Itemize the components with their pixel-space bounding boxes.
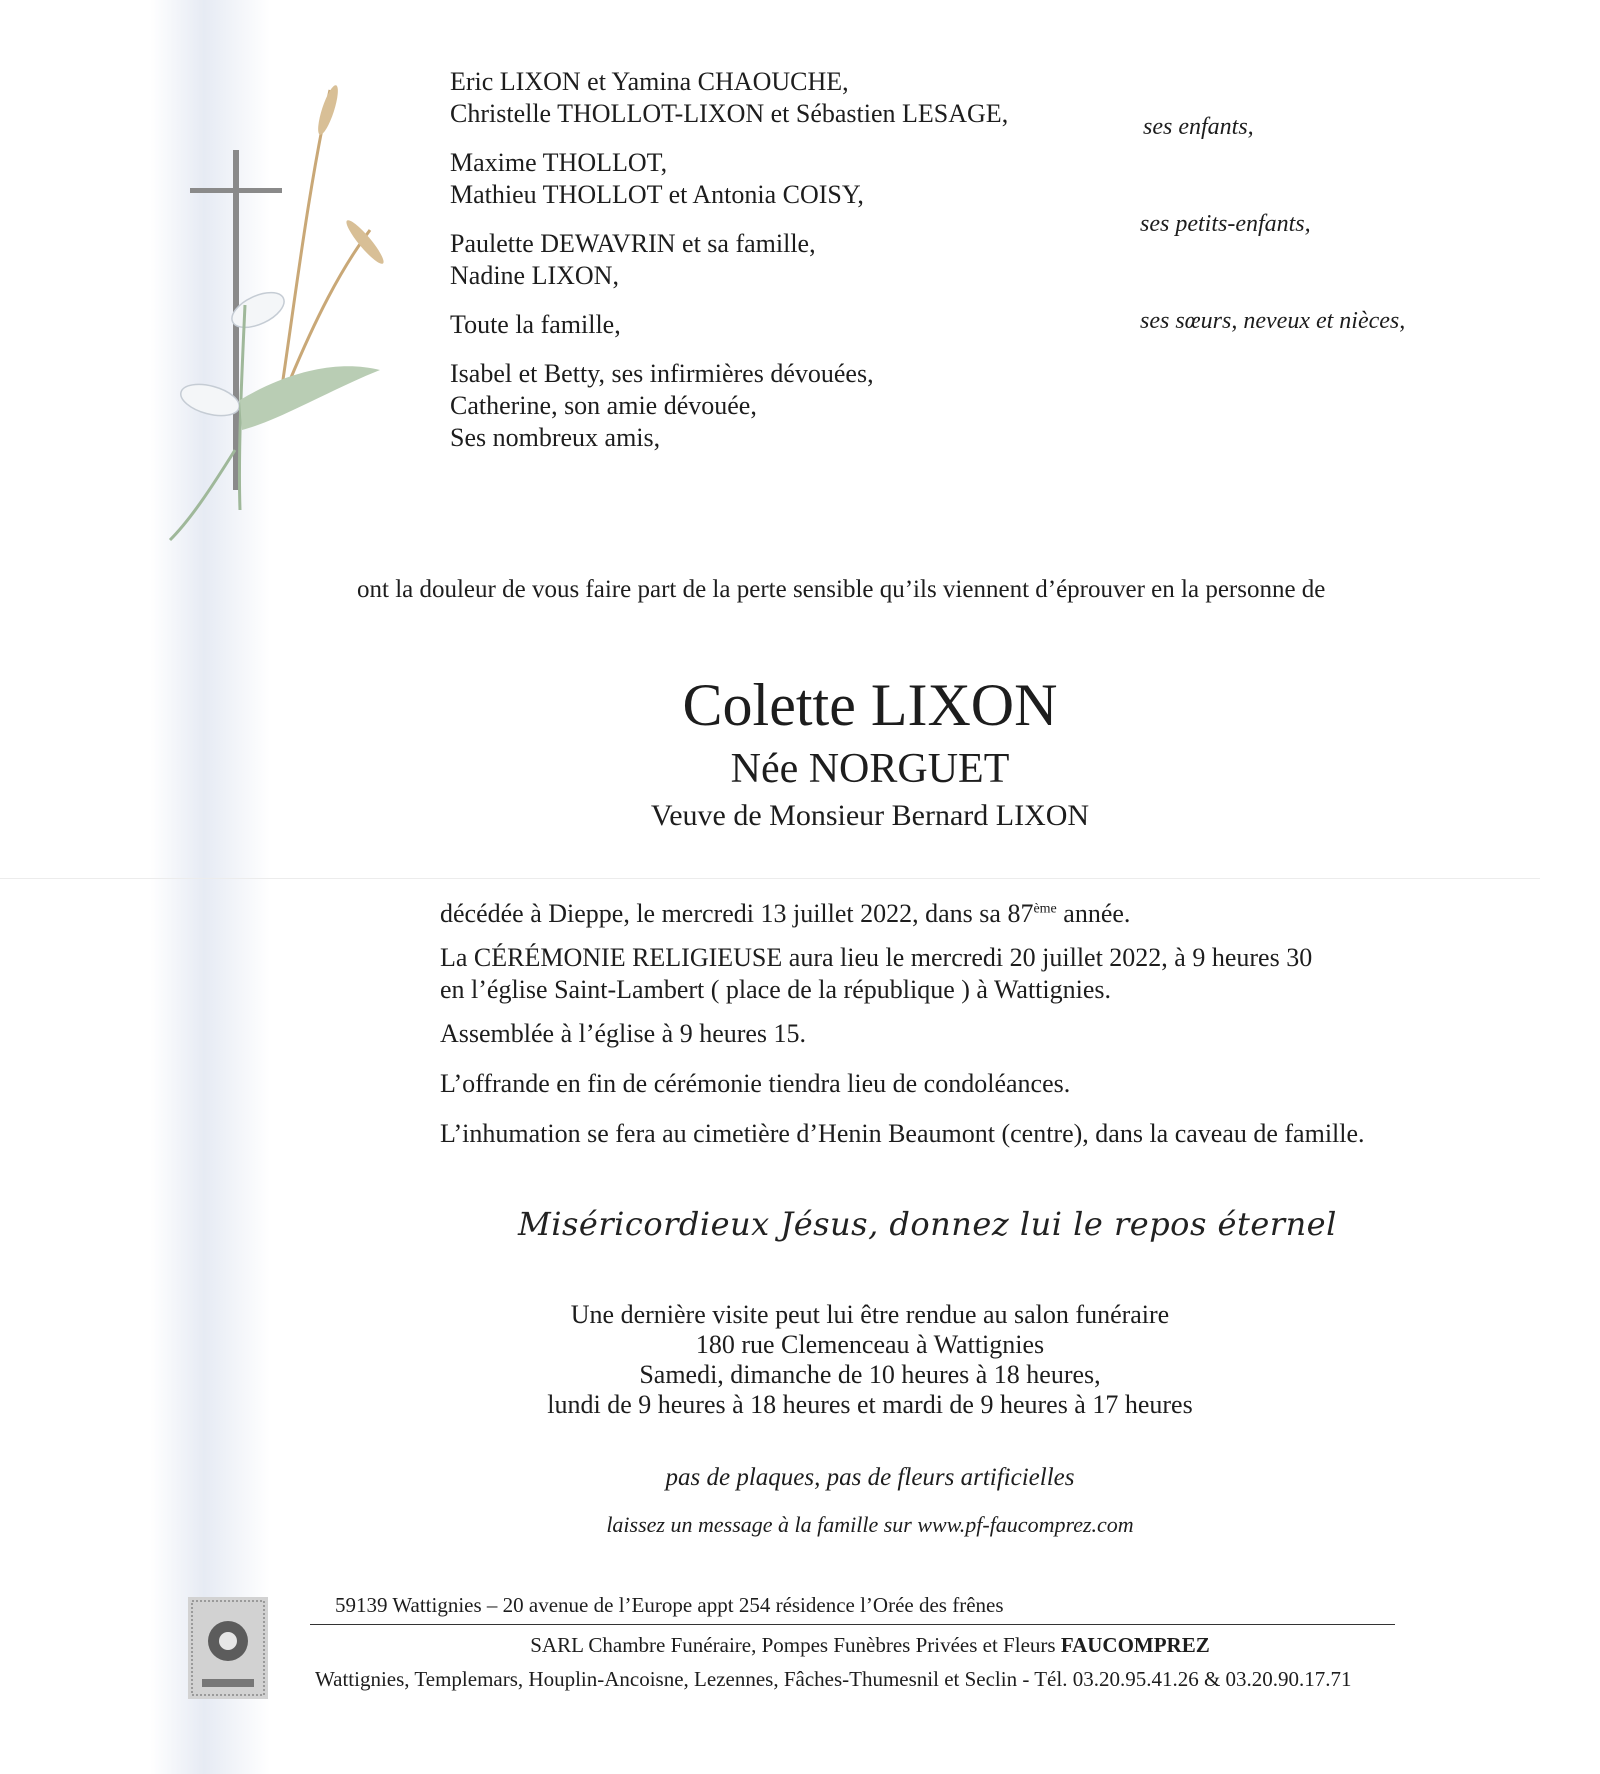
funeral-details: [440, 898, 1440, 1150]
ceremony-line: La CÉRÉMONIE RELIGIEUSE aura lieu le mercredi 20 juillet 2022, à 9 heures 30: [440, 943, 1313, 972]
mourner-name: Paulette DEWAVRIN et sa famille,: [450, 229, 816, 258]
mourner-group: [450, 228, 1050, 292]
calla-lily-icon: [170, 285, 380, 540]
mourner-name: Catherine, son amie dévouée,: [450, 391, 757, 420]
mourner-name: Eric LIXON et Yamina CHAOUCHE,: [450, 67, 849, 96]
message-note: laissez un message à la famille sur www.pf-faucomprez.com: [606, 1512, 1134, 1537]
mourner-name: Toute la famille,: [450, 310, 621, 339]
mourner-group: [450, 147, 1050, 211]
ceremony-location: en l’église Saint-Lambert ( place de la république ) à Wattignies.: [440, 975, 1112, 1004]
cross-and-flowers-illustration: [130, 70, 430, 610]
prayer-line: Miséricordieux Jésus, donnez lui le repos éternel: [518, 1205, 1337, 1243]
mourner-group: [450, 309, 1050, 341]
mourner-group: [450, 358, 1050, 454]
wheat-icon: [280, 83, 388, 400]
deceased-name: Colette LIXON: [682, 672, 1058, 738]
visit-line: lundi de 9 heures à 18 heures et mardi de 9 heures à 17 heures: [547, 1390, 1193, 1419]
footer-towns-phone: Wattignies, Templemars, Houplin-Ancoisne, Lezennes, Fâches-Thumesnil et Seclin - Tél. 03.20.95.41.26 & 03.20.90.17.71: [315, 1667, 1352, 1691]
company-line: [0, 1633, 1600, 1658]
mourner-name: Isabel et Betty, ses infirmières dévouées,: [450, 359, 874, 388]
ordinal-suffix: ème: [1033, 901, 1057, 917]
maiden-name: Née NORGUET: [730, 746, 1010, 792]
mourner-name: Mathieu THOLLOT et Antonia COISY,: [450, 180, 864, 209]
death-notice: [440, 898, 1440, 930]
offering-line: L’offrande en fin de cérémonie tiendra lieu de condoléances.: [440, 1069, 1071, 1098]
death-notice-end: année.: [1056, 899, 1131, 928]
mourner-name: Nadine LIXON,: [450, 261, 619, 290]
visit-info: [0, 1300, 1600, 1420]
mourner-name: Christelle THOLLOT-LIXON et Sébastien LESAGE,: [450, 99, 1009, 128]
visit-line: Une dernière visite peut lui être rendue au salon funéraire: [570, 1300, 1170, 1329]
company-text: SARL Chambre Funéraire, Pompes Funèbres Privées et Fleurs: [530, 1633, 1061, 1657]
announcement-intro: ont la douleur de vous faire part de la perte sensible qu’ils viennent d’éprouver en la personne de: [357, 576, 1326, 603]
relation-label: ses enfants,: [1143, 114, 1254, 140]
assembly-line: Assemblée à l’église à 9 heures 15.: [440, 1019, 807, 1048]
fold-line: [0, 878, 1540, 879]
burial-line: L’inhumation se fera au cimetière d’Henin Beaumont (centre), dans la caveau de famille.: [440, 1119, 1365, 1148]
mourners-list: [450, 66, 1050, 471]
visit-line: Samedi, dimanche de 10 heures à 18 heures,: [639, 1360, 1101, 1389]
mourner-group: [450, 66, 1050, 130]
death-notice-text: décédée à Dieppe, le mercredi 13 juillet 2022, dans sa 87: [440, 899, 1034, 928]
widow-line: Veuve de Monsieur Bernard LIXON: [650, 799, 1090, 832]
visit-line: 180 rue Clemenceau à Wattignies: [695, 1330, 1045, 1359]
flowers-note: pas de plaques, pas de fleurs artificielles: [665, 1464, 1075, 1491]
relation-label: ses sœurs, neveux et nièces,: [1140, 308, 1406, 334]
company-brand: FAUCOMPREZ: [1060, 1633, 1210, 1657]
relation-label: ses petits-enfants,: [1140, 211, 1311, 237]
mourner-name: Ses nombreux amis,: [450, 423, 661, 452]
mourner-name: Maxime THOLLOT,: [450, 148, 668, 177]
footer-address: 59139 Wattignies – 20 avenue de l’Europe appt 254 résidence l’Orée des frênes: [335, 1593, 1004, 1617]
footer-divider: [310, 1624, 1395, 1625]
